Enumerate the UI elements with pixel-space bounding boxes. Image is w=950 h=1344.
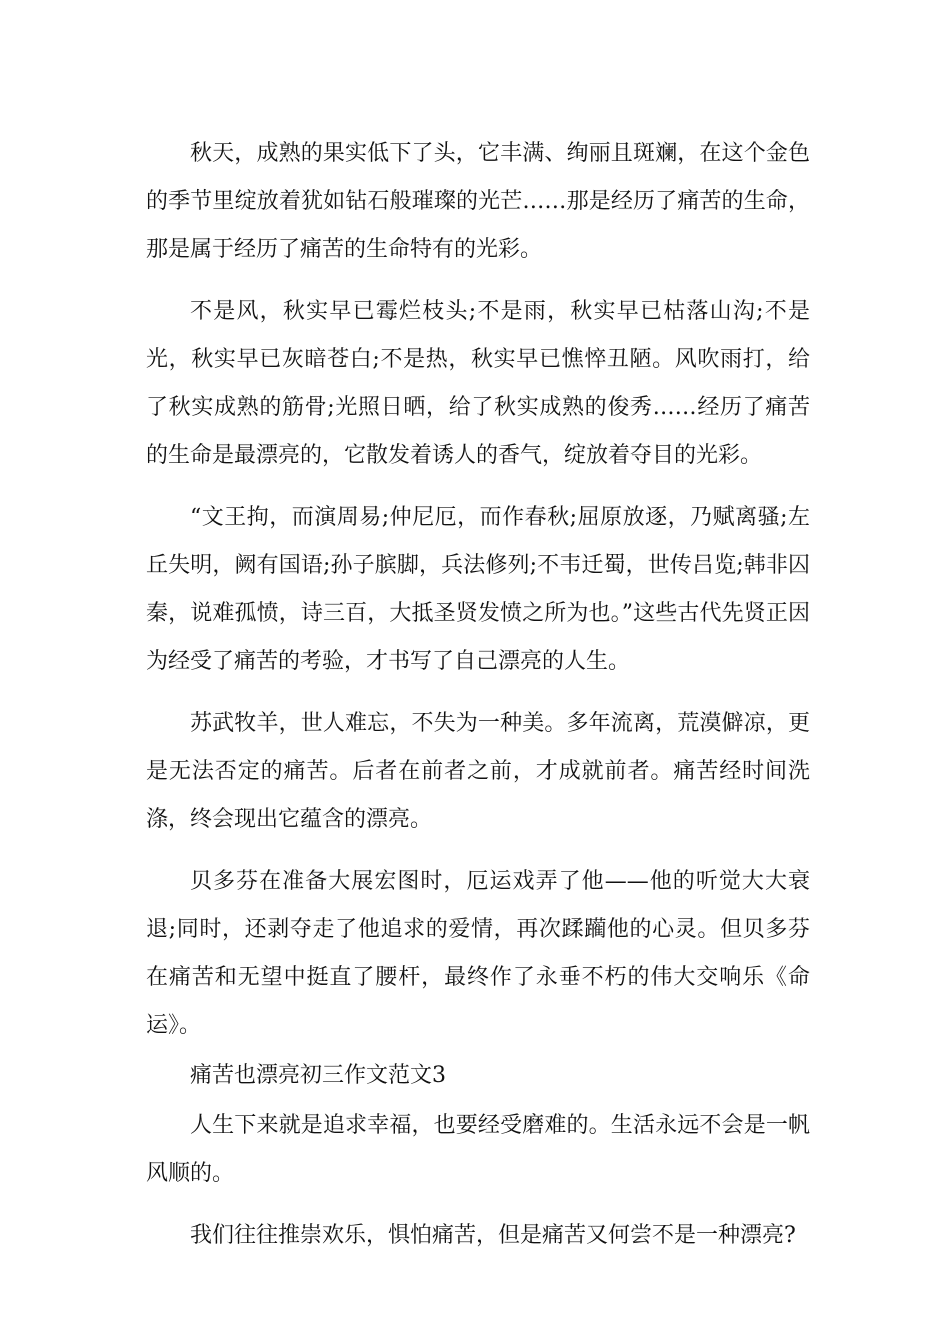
document-body [146,130,810,1274]
section-heading: 痛苦也漂亮初三作文范文3 [190,1063,446,1088]
paragraph-su-wu: 苏武牧羊，世人难忘，不失为一种美。多年流离，荒漠僻凉，更是无法否定的痛苦。后者在前者之前，才成就前者。痛苦经时间洗涤，终会现出它蕴含的漂亮。 [146,711,810,832]
paragraph-pain-beauty: 我们往往推崇欢乐，惧怕痛苦，但是痛苦又何尝不是一种漂亮? [190,1223,796,1248]
paragraph-life-hardship: 人生下来就是追求幸福，也要经受磨难的。生活永远不会是一帆风顺的。 [146,1113,810,1186]
paragraph-beethoven: 贝多芬在准备大展宏图时，厄运戏弄了他——他的听觉大大衰退;同时，还剥夺走了他追求的爱情，再次蹂躏他的心灵。但贝多芬在痛苦和无望中挺直了腰杆，最终作了永垂不朽的伟大交响乐《命运》。 [146,869,810,1038]
paragraph-wind-rain: 不是风，秋实早已霉烂枝头;不是雨，秋实早已枯落山沟;不是光，秋实早已灰暗苍白;不是热，秋实早已憔悴丑陋。风吹雨打，给了秋实成熟的筋骨;光照日晒，给了秋实成熟的俊秀……经历了痛苦的生命是最漂亮的，它散发着诱人的香气，绽放着夺目的光彩。 [146,299,810,468]
paragraph-autumn-fruit: 秋天，成熟的果实低下了头，它丰满、绚丽且斑斓，在这个金色的季节里绽放着犹如钻石般璀璨的光芒……那是经历了痛苦的生命，那是属于经历了痛苦的生命特有的光彩。 [146,141,810,262]
paragraph-ancient-sages: “文王拘，而演周易;仲尼厄，而作春秋;屈原放逐，乃赋离骚;左丘失明，阙有国语;孙子膑脚，兵法修列;不韦迁蜀，世传吕览;韩非囚秦，说难孤愤，诗三百，大抵圣贤发愤之所为也。”这些古代先贤正因为经受了痛苦的考验，才书写了自己漂亮的人生。 [146,505,810,674]
